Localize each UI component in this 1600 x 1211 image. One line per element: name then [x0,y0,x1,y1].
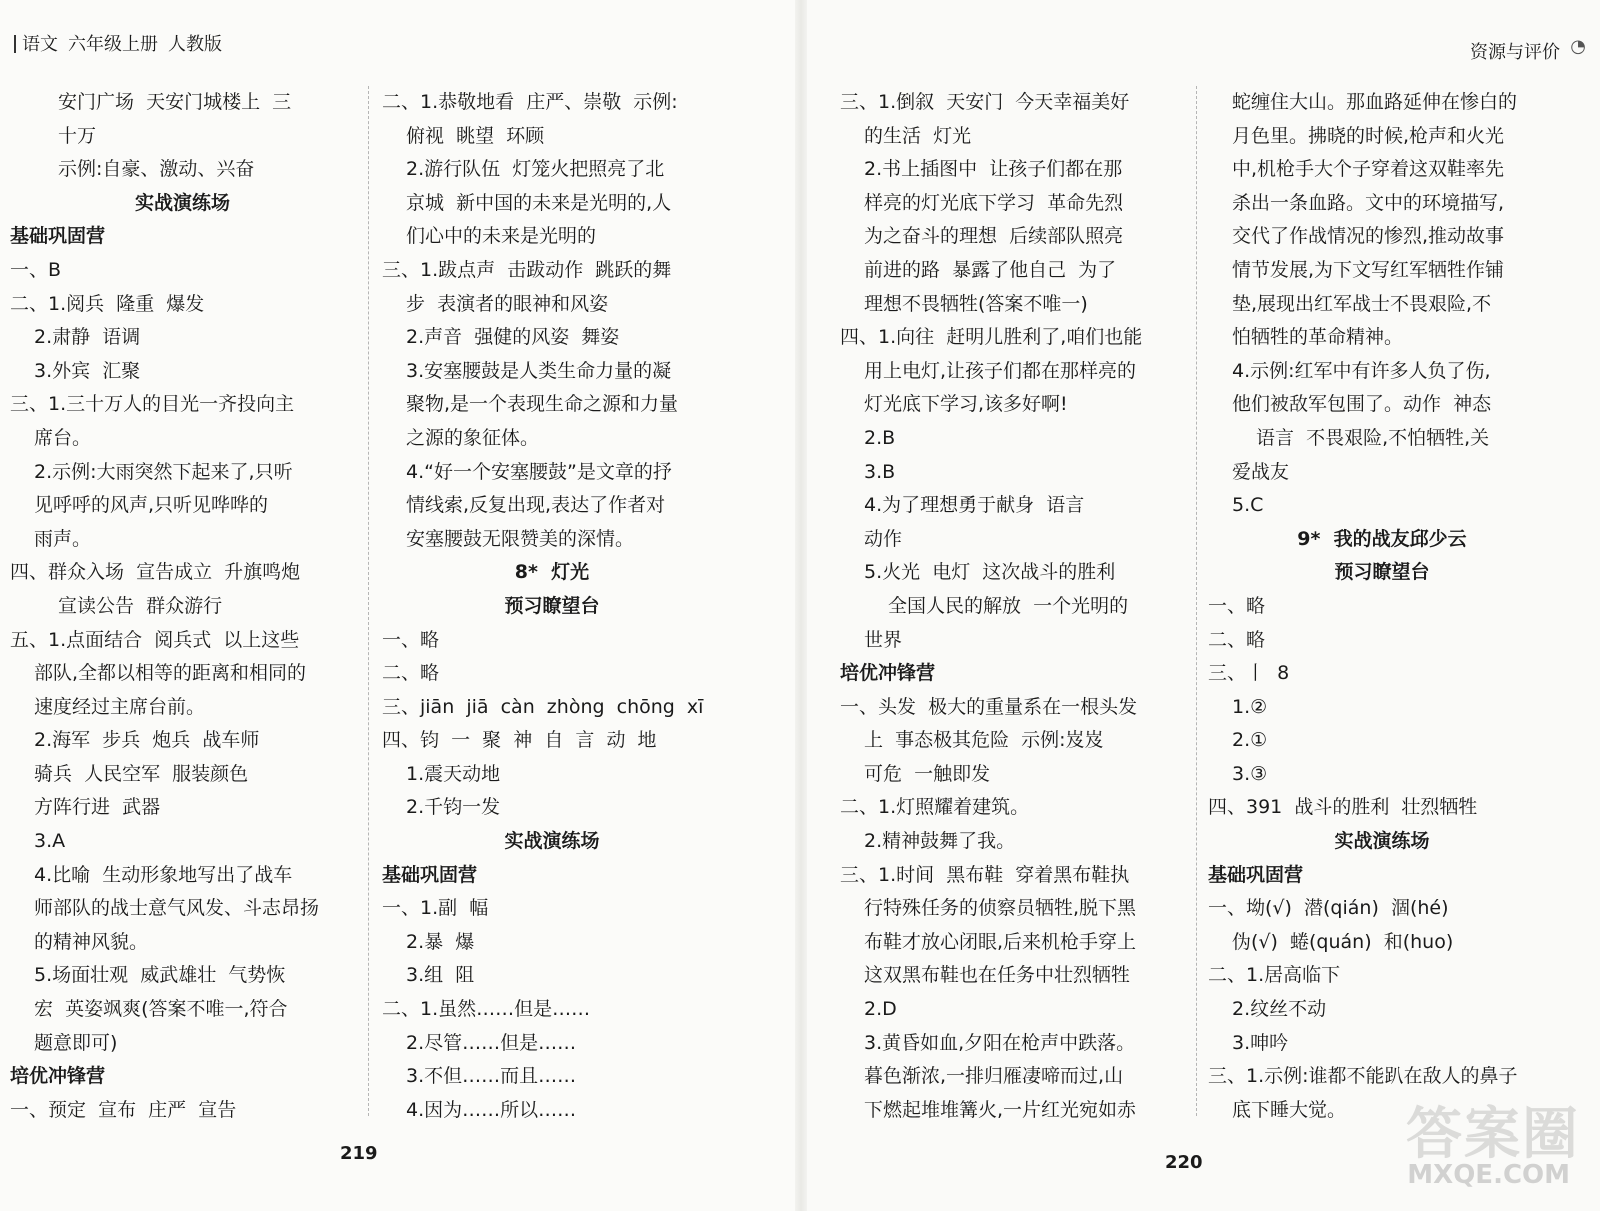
answer-line: 二、1.阅兵 隆重 爆发 [10,292,205,315]
column-divider [1196,86,1198,1116]
answer-line: 3.外宾 汇聚 [34,359,141,382]
answer-line: 实战演练场 [504,830,600,853]
answer-line: 3.黄昏如血,夕阳在枪声中跌落。 [864,1031,1136,1054]
answer-line: 实战演练场 [134,191,230,214]
answer-line: 4.“好一个安塞腰鼓”是文章的抒 [406,460,672,483]
answer-line: 方阵行进 武器 [34,796,161,819]
answer-line: 之源的象征体。 [406,426,540,449]
answer-line: 京城 新中国的未来是光明的,人 [406,191,672,214]
answer-line: 4.为了理想勇于献身 语言 [864,494,1085,517]
answer-line: 三、丨 8 [1208,662,1290,685]
answer-line: 四、群众入场 宣告成立 升旗鸣炮 [10,561,301,584]
answer-line: 2.D [864,998,897,1021]
answer-line: 席台。 [34,426,92,449]
answer-line: 垫,展现出红军战士不畏艰险,不 [1232,292,1492,315]
answer-line: 4.示例:红军中有许多人负了伤, [1232,359,1491,382]
watermark-url: MXQE.COM [1407,1160,1570,1190]
answer-line: 三、1.跋点声 击跋动作 跳跃的舞 [382,258,672,281]
answer-line: 三、1.示例:谁都不能趴在敌人的鼻子 [1208,1065,1518,1088]
answer-line: 的生活 灯光 [864,124,972,147]
answer-line: 月色里。拂晓的时候,枪声和火光 [1232,124,1505,147]
answer-line: 二、1.虽然……但是…… [382,998,591,1021]
answer-line: 蛇缠住大山。那血路延伸在惨白的 [1232,91,1518,113]
column-3 [840,86,1185,1127]
answer-line: 速度经过主席台前。 [34,695,206,718]
answer-line: 2.精神鼓舞了我。 [864,830,1016,853]
answer-line: 三、1.三十万人的目光一齐投向主 [10,393,295,416]
answer-line: 可危 一触即发 [864,762,991,785]
answer-line: 2.纹丝不动 [1232,998,1327,1021]
answer-line: 二、1.灯照耀着建筑。 [840,796,1030,819]
answer-line: 2.声音 强健的风姿 舞姿 [406,326,620,349]
answer-line: 四、391 战斗的胜利 壮烈牺牲 [1208,796,1478,819]
answer-line: 3.不但……而且…… [406,1065,577,1088]
answer-line: 前进的路 暴露了他自己 为了 [864,258,1117,281]
answer-line: 培优冲锋营 [10,1065,106,1088]
answer-line: 二、略 [382,662,440,685]
answer-line: 1.震天动地 [406,762,501,785]
answer-line: 动作 [864,527,903,550]
answer-line: 一、预定 宣布 庄严 宣告 [10,1098,237,1121]
answer-line: 情节发展,为下文写红军牺牲作铺 [1232,258,1505,281]
answer-line: 一、坳(√) 潜(qián) 涸(hé) [1208,897,1449,920]
answer-line: 三、1.时间 黑布鞋 穿着黑布鞋执 [840,863,1130,886]
answer-line: 5.火光 电灯 这次战斗的胜利 [864,561,1116,584]
answer-line: 一、1.副 幅 [382,897,489,920]
answer-line: 一、略 [382,628,440,651]
answer-line: 暮色渐浓,一排归雁凄啼而过,山 [864,1065,1124,1088]
answer-line: 这双黑布鞋也在任务中壮烈牺牲 [864,964,1131,987]
answer-line: 基础巩固营 [382,863,478,886]
answer-line: 2.示例:大雨突然下起来了,只听 [34,460,293,483]
answer-line: 底下睡大觉。 [1232,1098,1347,1121]
answer-line: 灯光底下学习,该多好啊! [864,393,1068,416]
answer-line: 十万 [58,124,97,147]
header-logo-icon: ◔ [1570,36,1586,57]
header-subject: 语文 [22,34,58,55]
answer-line: 们心中的未来是光明的 [406,225,597,248]
column-divider [368,86,370,1116]
answer-line: 杀出一条血路。文中的环境描写, [1232,191,1505,214]
header-edition: 人教版 [168,34,222,55]
answer-line: 俯视 眺望 环顾 [406,124,545,147]
answer-line: 二、略 [1208,628,1266,651]
answer-line: 交代了作战情况的惨烈,推动故事 [1232,225,1505,248]
answer-line: 2.B [864,426,896,449]
answer-line: 9* 我的战友邱少云 [1297,527,1467,550]
answer-line: 3.A [34,830,66,853]
book-gutter [795,0,807,1211]
answer-line: 8* 灯光 [514,561,590,584]
answer-line: 全国人民的解放 一个光明的 [888,594,1129,617]
answer-line: 基础巩固营 [1208,863,1304,886]
answer-line: 3.安塞腰鼓是人类生命力量的凝 [406,359,672,382]
page-number-right: 220 [1165,1152,1203,1173]
answer-line: 预习瞭望台 [504,594,600,617]
answer-line: 三、1.倒叙 天安门 今天幸福美好 [840,91,1130,113]
answer-line: 师部队的战士意气风发、斗志昂扬 [34,897,320,920]
answer-line: 二、1.恭敬地看 庄严、崇敬 示例: [382,91,678,113]
answer-line: 样亮的灯光底下学习 革命先烈 [864,191,1124,214]
answer-line: 安门广场 天安门城楼上 三 [58,91,292,113]
answer-line: 2.暴 爆 [406,930,475,953]
answer-line: 部队,全都以相等的距离和相同的 [34,662,307,685]
answer-line: 雨声。 [34,527,92,550]
answer-line: 5.C [1232,494,1264,517]
answer-line: 三、jiān jiā càn zhòng chōng xī [382,695,704,718]
answer-line: 3.组 阻 [406,964,475,987]
answer-line: 宏 英姿飒爽(答案不唯一,符合 [34,998,288,1021]
answer-line: 中,机枪手大个子穿着这双鞋率先 [1232,158,1505,181]
answer-line: 2.肃静 语调 [34,326,141,349]
answer-line: 骑兵 人民空军 服装颜色 [34,762,249,785]
answer-line: 怕牺牲的革命精神。 [1232,326,1404,349]
answer-line: 2.海军 步兵 炮兵 战车师 [34,729,260,752]
answer-line: 他们被敌军包围了。动作 神态 [1232,393,1492,416]
answer-line: 4.因为……所以…… [406,1098,577,1121]
answer-line: 聚物,是一个表现生命之源和力量 [406,393,679,416]
answer-line: 行特殊任务的侦察员牺牲,脱下黑 [864,897,1137,920]
answer-line: 见呼呼的风声,只听见哗哗的 [34,494,269,517]
answer-line: 2.① [1232,729,1268,752]
answer-line: 用上电灯,让孩子们都在那样亮的 [864,359,1137,382]
answer-line: 2.书上插图中 让孩子们都在那 [864,158,1123,181]
answer-line: 为之奋斗的理想 后续部队照亮 [864,225,1124,248]
answer-line: 世界 [864,628,903,651]
answer-line: 布鞋才放心闭眼,后来机枪手穿上 [864,930,1137,953]
answer-line: 2.千钧一发 [406,796,501,819]
answer-line: 的精神风貌。 [34,930,149,953]
header-right: 资源与评价 [1470,42,1560,63]
answer-line: 示例:自豪、激动、兴奋 [58,158,255,181]
page-number-left: 219 [340,1143,378,1164]
column-4 [1208,86,1556,1127]
answer-line: 3.B [864,460,896,483]
answer-line: 实战演练场 [1334,830,1430,853]
answer-line: 语言 不畏艰险,不怕牺牲,关 [1256,426,1490,449]
answer-line: 2.游行队伍 灯笼火把照亮了北 [406,158,665,181]
answer-line: 理想不畏牺牲(答案不唯一) [864,292,1088,315]
answer-line: 基础巩固营 [10,225,106,248]
column-1 [10,86,355,1127]
answer-line: 爱战友 [1232,460,1290,483]
answer-line: 一、头发 极大的重量系在一根头发 [840,695,1138,718]
answer-line: 安塞腰鼓无限赞美的深情。 [406,527,635,550]
answer-line: 5.场面壮观 威武雄壮 气势恢 [34,964,286,987]
header-bar [14,35,16,53]
answer-line: 四、钧 一 聚 神 自 言 动 地 [382,729,657,752]
answer-line: 五、1.点面结合 阅兵式 以上这些 [10,628,300,651]
answer-line: 1.② [1232,695,1268,718]
answer-line: 3.③ [1232,762,1268,785]
header-grade: 六年级上册 [68,34,158,55]
answer-line: 4.比喻 生动形象地写出了战车 [34,863,293,886]
answer-line: 宣读公告 群众游行 [58,594,223,617]
answer-line: 下燃起堆堆篝火,一片红光宛如赤 [864,1098,1137,1121]
watermark: 答案圈 [1406,1102,1580,1167]
answer-line: 培优冲锋营 [840,662,936,685]
column-2 [382,86,722,1127]
answer-line: 一、略 [1208,594,1266,617]
answer-line: 二、1.居高临下 [1208,964,1341,987]
answer-line: 情线索,反复出现,表达了作者对 [406,494,666,517]
answer-line: 四、1.向往 赶明儿胜利了,咱们也能 [840,326,1143,349]
answer-line: 3.呻吟 [1232,1031,1289,1054]
answer-line: 一、B [10,258,62,281]
answer-line: 步 表演者的眼神和风姿 [406,292,609,315]
answer-line: 2.尽管……但是…… [406,1031,577,1054]
answer-line: 上 事态极其危险 示例:岌岌 [864,729,1104,752]
header-left [14,30,232,56]
answer-line: 预习瞭望台 [1334,561,1430,584]
answer-line: 伪(√) 蜷(quán) 和(huo) [1232,930,1454,953]
answer-line: 题意即可) [34,1031,118,1054]
